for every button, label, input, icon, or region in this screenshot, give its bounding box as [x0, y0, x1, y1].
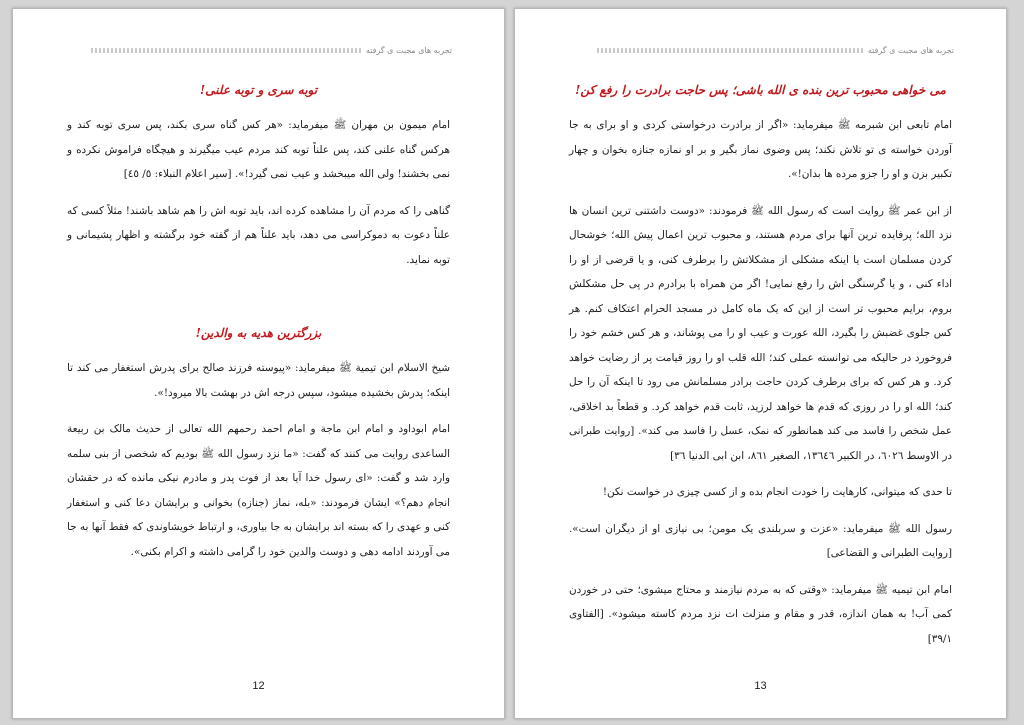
paragraph: امام ابن تیمیه ﷺ میفرماید: «وقتی که به مردم نیازمند و محتاج میشوی؛ حتی در خوردن کمی آب! به همان اندازه، قدر و مقام و منزلت ات نزد مردم کاسته میشود». [الفتاوی ٣٩/١]: [569, 583, 952, 645]
paragraph: رسول الله ﷺ میفرماید: «عزت و سربلندی یک مومن؛ بی نیازی او از دیگران است». [روایت الطبرانی و القضاعی]: [569, 522, 952, 559]
document-page-left: [12, 8, 505, 719]
paragraph: شیخ الاسلام ابن تیمیة ﷺ میفرماید: «پیوسته فرزند صالح برای پدرش استغفار می کند تا اینکه؛ پدرش بخشیده میشود، سپس درجه اش در بهشت بالا میرود!».: [67, 362, 450, 399]
page-content: [67, 75, 450, 576]
header-rule: [91, 48, 362, 53]
header-rule: [597, 48, 864, 53]
paragraph: گناهی را که مردم آن را مشاهده کرده اند، باید توبه اش را هم شاهد باشند! مثلاً کسی که علناً دعوت به دموکراسی می دهد، باید علناً هم از گفته خود برگشته و اظهار پشیمانی و توبه نماید.: [67, 204, 450, 266]
section-heading: بزرگترین هدیه به والدین!: [195, 326, 322, 340]
running-header: [91, 43, 452, 57]
paragraph: از ابن عمر ﷺ روایت است که رسول الله ﷺ فرمودند: «دوست داشتنی ترین انسان ها نزد الله؛ پرفایده ترین آنها برای مردم هستند، و محبوب ترین اعمال پیش الله؛ خوشحال کردن مسلمان است یا اینکه مشکلی از مشکلاتش را برطرف کنی، و یا قرضی از او را اداء کنی ، و یا گرسنگی اش را رفع نمایی! اگر من همراه با برادرم در پی حل مشکلش بروم، برایم محبوب تر است از این که یک ماه کامل در مسجد الحرام اعتکاف کنم. هر کس جلوی غضبش را بگیرد، الله عورت و عیب او را می پوشاند، و هر کس خشم خود را فروخورد در حالیکه می توانسته عملی کند؛ الله قلب او را روز قیامت پر از رضایت خواهد کرد. و هر کس که برای برطرف کردن حاجت برادر مسلمانش می رود تا اینکه آن را حل کند؛ الله او را در روزی که قدم ها خواهد لرزید، ثابت قدم خواهد کرد. و قطعاً بد اخلاقی، عمل شخص را فاسد می کند همانطور که نمک، عسل را فاسد می کند». [روایت طبرانی در الاوسط ٦٠٢٦، در الکبیر ١٣٦٤٦، الصغیر ٨٦١، ابن ابی الدنیا ٣٦]: [569, 204, 952, 462]
running-header-title: تجربه های مجبت ی گرفته: [867, 45, 954, 55]
running-header-title: تجربه های مجبت ی گرفته: [365, 45, 452, 55]
paragraph: امام تابعی ابن شبرمه ﷺ میفرماید: «اگر از برادرت درخواستی کردی و او برای به جا آوردن خواسته ی تو تلاش نکند؛ پس وضوی نماز بگیر و بر او نمازه جنازه بخوان و چهار تکبیر بزن و او را جزو مرده ها بدان!».: [569, 119, 952, 180]
section-spacer: [67, 284, 450, 318]
page-content: [569, 75, 952, 663]
section-heading: توبه سری و توبه علنی!: [199, 83, 318, 97]
paragraph: امام میمون بن مهران ﷺ میفرماید: «هر کس گناه سری بکند، پس سری توبه کند و هرکس گناه علنی کند، پس علناً توبه کند مردم عیب میگیرند و هیچگاه فراموش نکرده و نمی بخشند! ولی الله میبخشد و عیب نمی گیرد!». [سیر اعلام النبلاء: ٥/ ٤٥]: [67, 119, 450, 180]
paragraph: تا حدی که میتوانی، کارهایت را خودت انجام بده و از کسی چیزی در خواست نکن!: [602, 486, 952, 498]
page-number: 12: [252, 680, 265, 692]
running-header: [597, 43, 954, 57]
document-page-right: [514, 8, 1007, 719]
paragraph: امام ابوداود و امام ابن ماجة و امام احمد رحمهم الله تعالی از حدیث مالک بن ربیعة الساعدی روایت می کنند که گفت: «ما نزد رسول الله ﷺ بودیم که شخصی از بنی سلمه وارد شد و گفت: «ای رسول خدا آیا بعد از فوت پدر و مادرم نیکی مانده که در حقشان انجام دهم؟» ایشان فرمودند: «بله، نماز (جنازه) بخوانی و برایشان دعا کنی و استغفار کنی و عهدی را که بسته اند برایشان به جا بیاوری، و ارتباط خویشاوندی که فقط آنها به جا می آوردند ادامه دهی و دوست والدین خود را گرامی داشته و اکرام بکنی».: [67, 423, 450, 558]
section-heading: می خواهی محبوب ترین بنده ی الله باشی؛ پس حاجت برادرت را رفع کن!: [575, 83, 946, 97]
page-number: 13: [754, 680, 767, 692]
